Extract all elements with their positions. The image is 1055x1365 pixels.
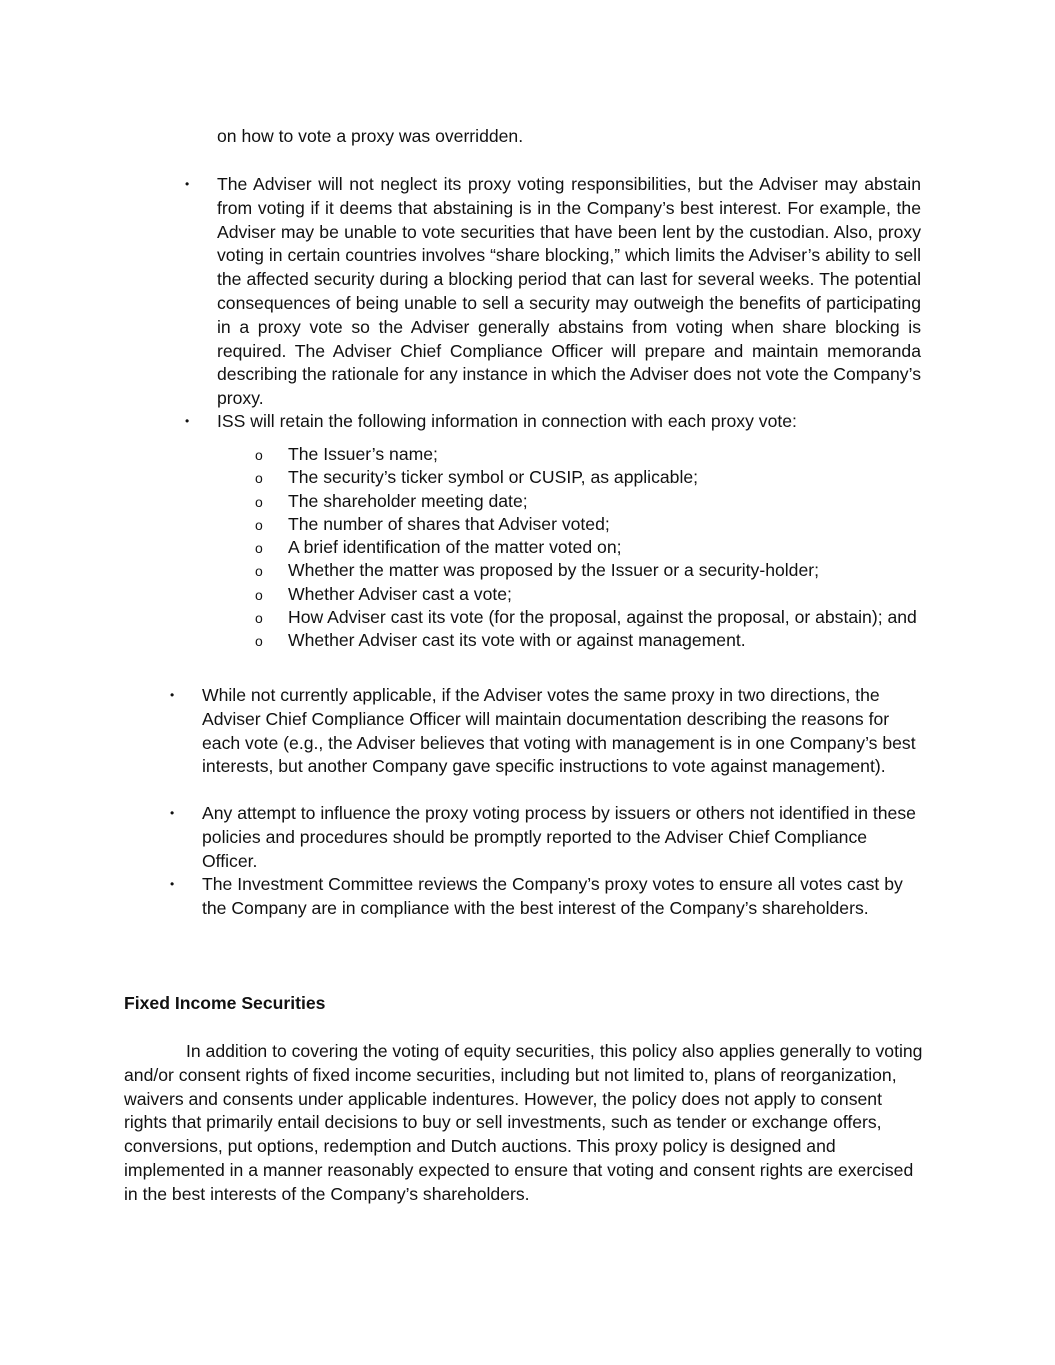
list-item-text: The number of shares that Adviser voted; (288, 513, 610, 534)
bullet-influence-text: Any attempt to influence the proxy voting process by issuers or others not identified in these policies and procedures should be promptly reported to the Adviser Chief Compliance Officer. (202, 803, 916, 871)
bullet-marker: • (185, 177, 190, 191)
bullet-investment-committee (170, 873, 930, 921)
sub-marker: o (255, 586, 263, 603)
list-item (255, 466, 935, 489)
list-item-text: The shareholder meeting date; (288, 490, 528, 511)
bullet-influence (170, 802, 930, 873)
bullet-two-directions-text: While not currently applicable, if the Adviser votes the same proxy in two directions, the Adviser Chief Compliance Officer will maintain documentation describing the reasons for each vote (e.g., the Adviser believes that voting with management is in one Company’s best interests, but another Company gave specific instructions to vote against management). (202, 685, 916, 777)
bullet-iss-retain-text: ISS will retain the following information in connection with each proxy vote: (217, 411, 797, 431)
bullet-iss-retain (185, 410, 927, 434)
list-item-text: The security’s ticker symbol or CUSIP, as applicable; (288, 467, 699, 488)
list-item-text: Whether Adviser cast its vote with or against management. (288, 630, 746, 651)
list-item (255, 536, 935, 559)
bullet-investment-committee-text: The Investment Committee reviews the Company’s proxy votes to ensure all votes cast by the Company are in compliance with the best interest of the Company’s shareholders. (202, 874, 903, 918)
sub-marker: o (255, 540, 263, 557)
sub-marker: o (255, 493, 263, 510)
list-item (255, 629, 935, 652)
list-item (255, 559, 935, 582)
list-item-text: A brief identification of the matter voted on; (288, 537, 622, 558)
list-item-text: How Adviser cast its vote (for the proposal, against the proposal, or abstain); and (288, 607, 917, 628)
continuation-line: on how to vote a proxy was overridden. (217, 126, 524, 146)
list-item (255, 606, 935, 629)
sub-marker: o (255, 516, 263, 533)
list-item-text: Whether the matter was proposed by the Issuer or a security-holder; (288, 560, 819, 581)
section-heading: Fixed Income Securities (124, 993, 326, 1013)
sub-marker: o (255, 447, 263, 463)
bullet-marker: • (170, 688, 175, 702)
bullet-marker: • (170, 806, 175, 820)
bullet-marker: • (185, 414, 190, 428)
list-item (255, 443, 935, 466)
bullet-abstain (185, 173, 927, 411)
section-paragraph: In addition to covering the voting of equity securities, this policy also applies generally to voting and/or consent rights of fixed income securities, including but not limited to, plans of reorganization, waivers and consents under applicable indentures. However, the policy does not apply to consent rights that primarily entail decisions to buy or sell investments, such as tender or exchange offers, conversions, put options, redemption and Dutch auctions. This proxy policy is designed and implemented in a manner reasonably expected to ensure that voting and consent rights are exercised in the best interests of the Company’s shareholders. (124, 1041, 923, 1204)
list-item (255, 490, 935, 513)
bullet-abstain-text: The Adviser will not neglect its proxy voting responsibilities, but the Adviser may abstain from voting if it deems that abstaining is in the Company’s best interest. For example, the Adviser may be unable to vote securities that have been lent by the custodian. Also, proxy voting in certain countries involves “share blocking,” which limits the Adviser’s ability to sell the affected security during a blocking period that can last for several weeks. The potential consequences of being unable to sell a security may outweigh the benefits of participating in a proxy vote so the Adviser generally abstains from voting when share blocking is required. The Adviser Chief Compliance Officer will prepare and maintain memoranda describing the rationale for any instance in which the Adviser does not vote the Company’s proxy. (217, 174, 921, 409)
list-item (255, 513, 935, 536)
sub-marker: o (255, 633, 263, 650)
list-item-text: Whether Adviser cast a vote; (288, 583, 512, 604)
sub-marker: o (255, 470, 263, 487)
iss-information-list (255, 443, 935, 653)
sub-marker: o (255, 610, 263, 627)
bullet-two-directions (170, 684, 930, 779)
sub-marker: o (255, 563, 263, 580)
bullet-marker: • (170, 877, 175, 891)
list-item (255, 583, 935, 606)
list-item-text: The Issuer’s name; (288, 444, 438, 464)
